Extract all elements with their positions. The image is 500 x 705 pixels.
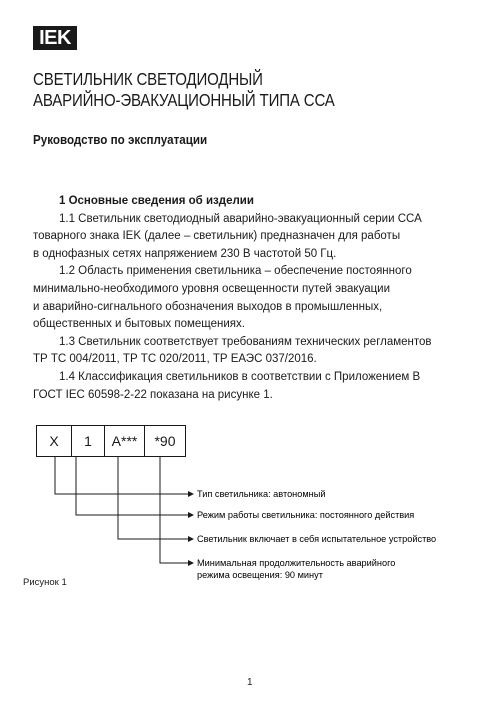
legend-duration-line-1: Минимальная продолжительность аварийного [197,558,396,568]
code-cell-mode: 1 [72,426,105,456]
arrow-mode [188,512,194,518]
legend-type: Тип светильника: автономный [197,489,326,499]
leader-line-type [55,457,188,494]
leader-line-mode [76,457,188,515]
paragraph-line: товарного знака IEK (далее – светильник) предназначен для работы [33,230,401,243]
leader-lines [55,457,188,563]
document-subtitle: Руководство по эксплуатации [33,133,208,147]
title-line-2: АВАРИЙНО-ЭВАКУАЦИОННЫЙ ТИПА ССА [33,90,335,110]
paragraph-line: ТР ТС 004/2011, ТР ТС 020/2011, ТР ЕАЭС 037/2016. [33,353,317,366]
legend-test-device: Светильник включает в себя испытательное устройство [197,534,437,544]
figure-caption: Рисунок 1 [23,577,67,588]
paragraph-line: 1.4 Классификация светильников в соответствии с Приложением В [59,370,421,383]
paragraph-line: общественных и бытовых помещениях. [33,318,245,331]
leader-line-test-device [118,457,188,539]
paragraph-line: 1.1 Светильник светодиодный аварийно-эвакуационный серии ССА [59,212,422,225]
section-heading: 1 Основные сведения об изделии [59,195,254,207]
page-number: 1 [247,677,253,688]
title-line-1: СВЕТИЛЬНИК СВЕТОДИОДНЫЙ [33,69,263,89]
leader-arrows [188,491,194,566]
code-cell-duration: *90 [154,433,176,449]
legend-duration-line-2: режима освещения: 90 минут [197,570,323,580]
iek-logo: IEK [33,26,77,50]
paragraph-line: в однофазных сетях напряжением 230 В частотой 50 Гц. [33,247,337,260]
paragraph-line: 1.2 Область применения светильника – обеспечение постоянного [59,265,412,278]
paragraph-line: 1.3 Светильник соответствует требованиям технических регламентов [59,335,432,348]
paragraph-line: и аварийно-сигнального обозначения выходов в промышленных, [33,300,383,313]
paragraph-line: минимально-необходимого уровня освещенности путей эвакуации [33,282,391,295]
arrow-type [188,491,194,497]
arrow-test-device [188,536,194,542]
paragraph-line: ГОСТ IEC 60598-2-22 показана на рисунке 1. [33,388,273,401]
arrow-duration [188,560,194,566]
code-cell-test-device: A*** [105,426,145,456]
leader-line-duration [160,457,188,563]
legend-mode: Режим работы светильника: постоянного действия [197,510,415,520]
code-cell-type: X [37,426,72,456]
